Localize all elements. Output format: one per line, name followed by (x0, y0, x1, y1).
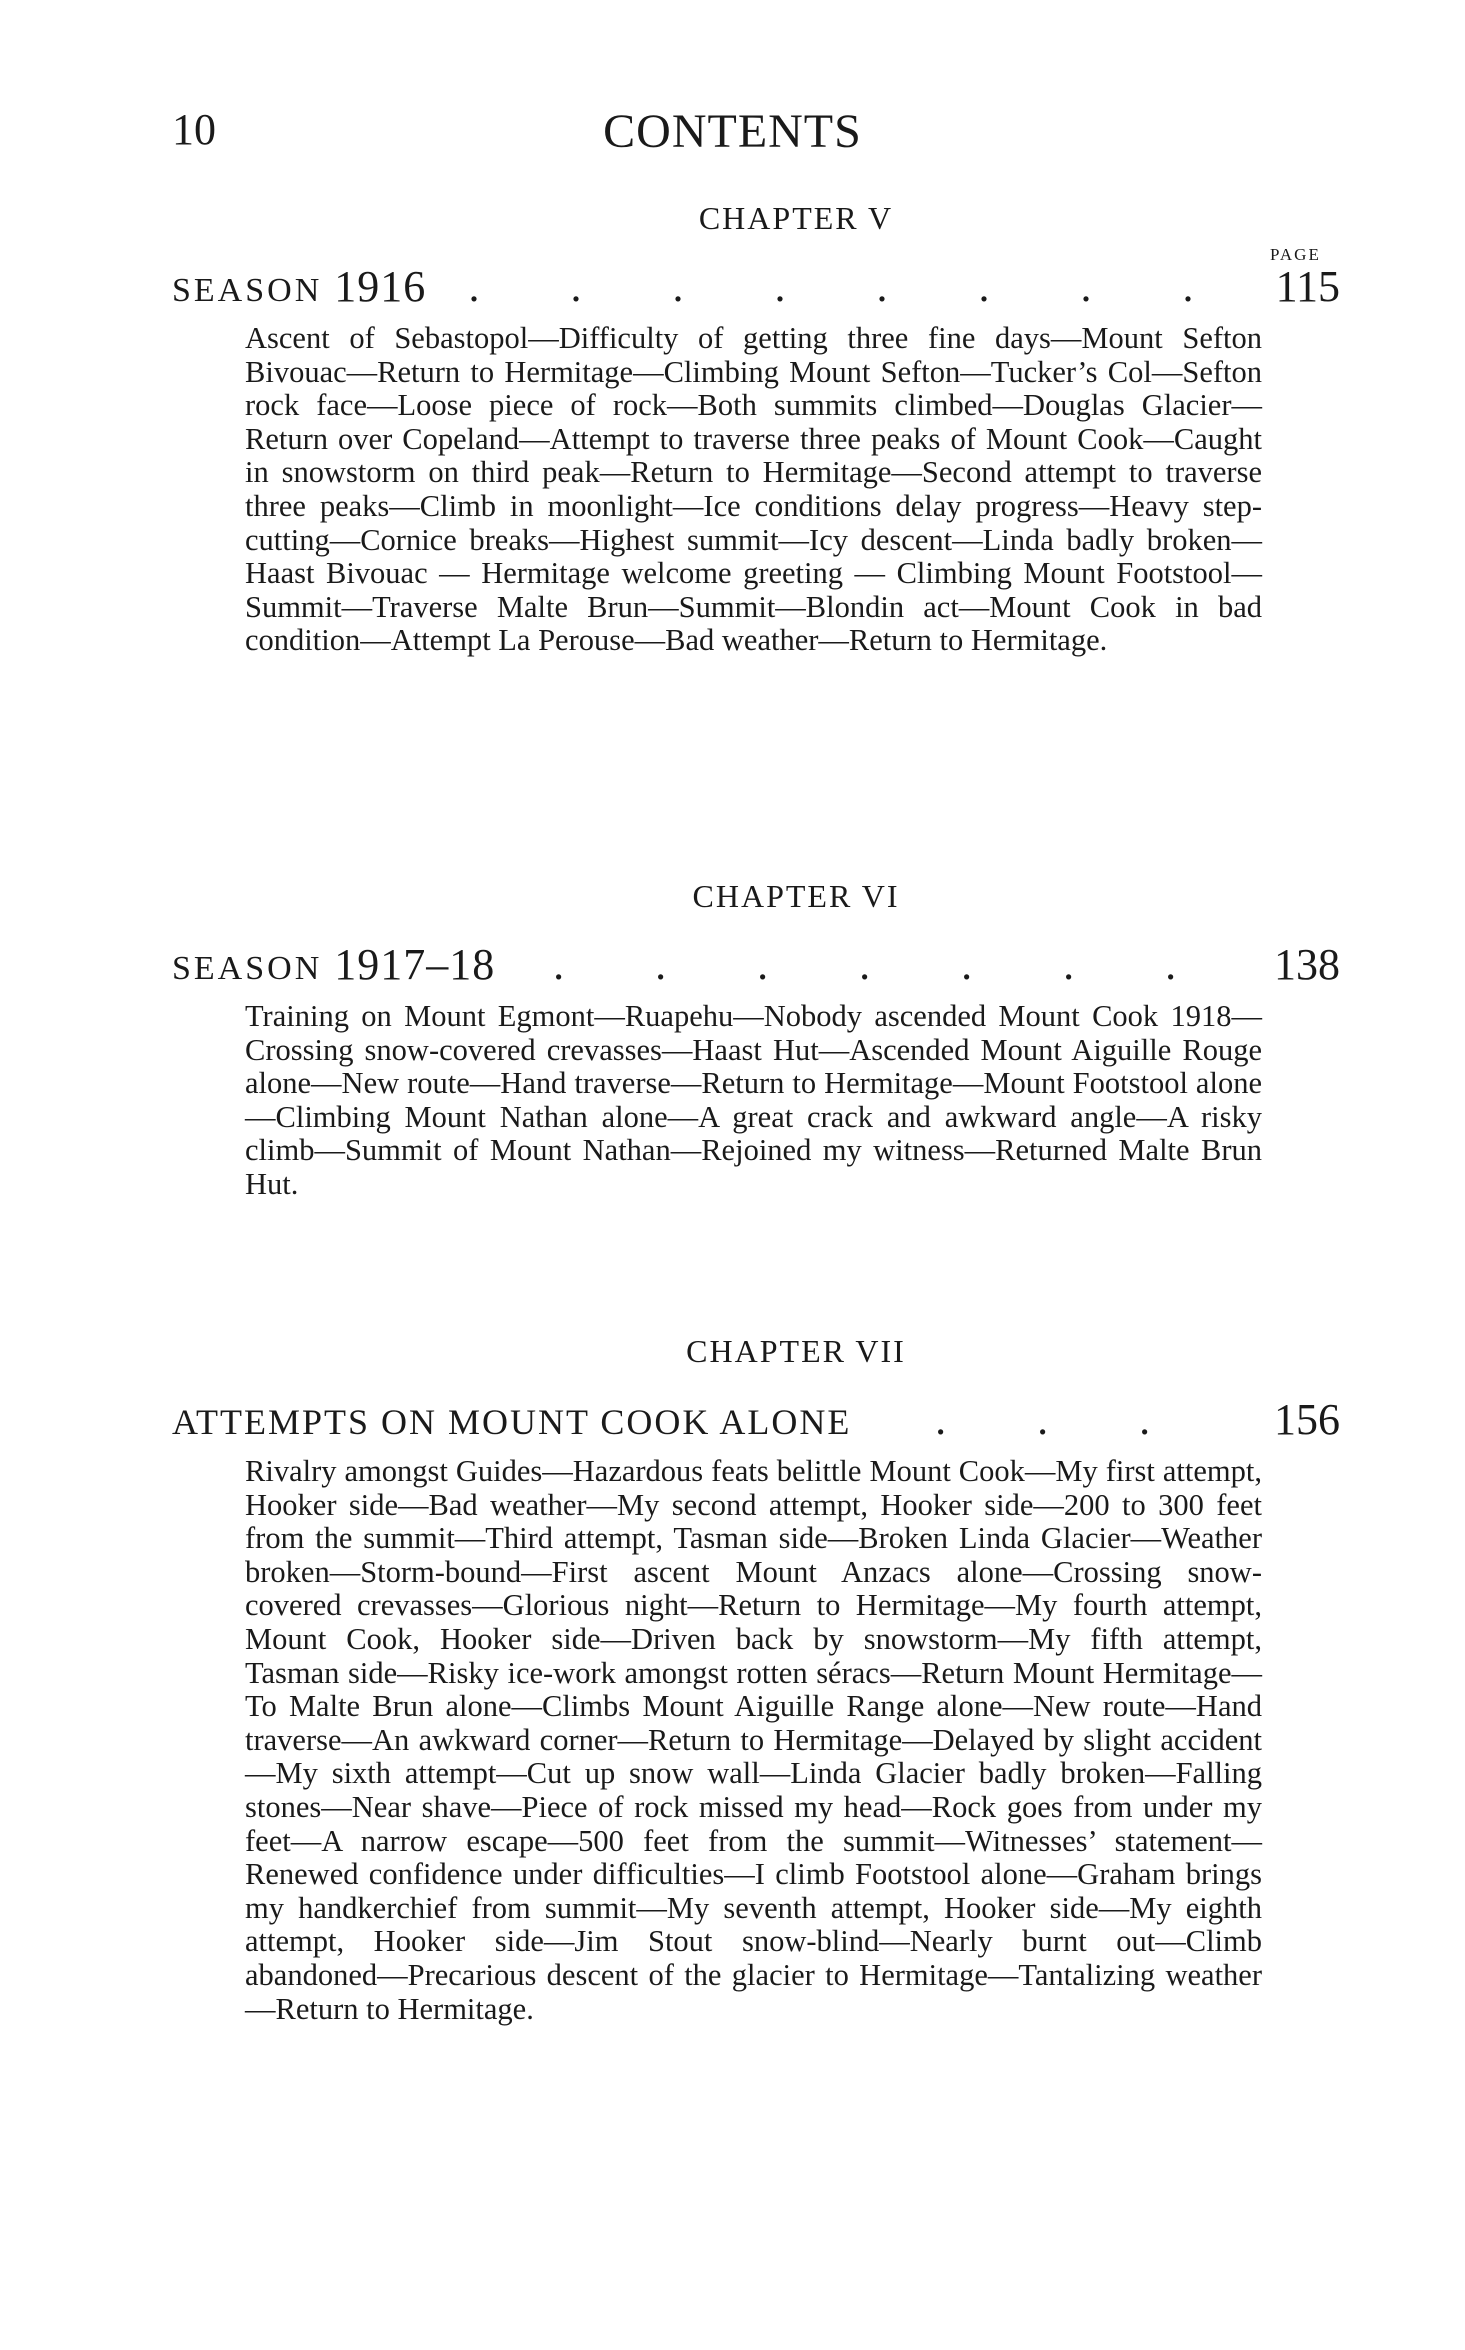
chapter-summary: Training on Mount Egmont—Ruapehu—Nobody ascended Mount Cook 1918—Crossing snow-covered crevasses—Haast Hut—Ascended Mount Aiguille Rouge alone—New route—Hand traverse—Return to Hermitage—Mount Footstool alone—Climbing Mount Nathan alone—A great crack and awkward angle—A risky climb—Summit of Mount Nathan—Rejoined my witness—Returned Malte Brun Hut. (245, 999, 1262, 1201)
chapter-title-row[interactable] (172, 1394, 1340, 1445)
chapter-label: CHAPTER VI (692, 878, 900, 914)
chapter-year: 1917–18 (334, 940, 496, 989)
chapter-title-row[interactable] (172, 261, 1340, 312)
dot-leader: . . . . . . . . (468, 262, 1234, 311)
page-column-label: PAGE (1270, 245, 1321, 264)
dot-leader: . . . (935, 1395, 1191, 1444)
chapter-summary: Ascent of Sebastopol—Difficulty of getting three fine days—Mount Sefton Bivouac—Return to Hermitage—Climbing Mount Sefton—Tucker’s Col—Sefton rock face—Loose piece of rock—Both summits climbed—Douglas Glacier—Return over Copeland—Attempt to traverse three peaks of Mount Cook—Caught in snowstorm on third peak—Return to Hermitage—Second attempt to traverse three peaks—Climb in moonlight—Ice conditions delay progress—Heavy step-cutting—Cornice breaks—Highest summit—Icy descent—Linda badly broken—Haast Bivouac — Hermitage welcome greeting — Climbing Mount Footstool—Summit—Traverse Malte Brun—Summit—Blondin act—Mount Cook in bad condition—Attempt La Perouse—Bad weather—Return to Hermitage. (245, 321, 1262, 658)
chapter-title-row[interactable] (172, 939, 1340, 990)
page-reference: 115 (1275, 262, 1340, 311)
chapter-summary: Rivalry amongst Guides—Hazardous feats belittle Mount Cook—My first attempt, Hooker side—Bad weather—My second attempt, Hooker side—200 to 300 feet from the summit—Third attempt, Tasman side—Broken Linda Glacier—Weather broken—Storm-bound—First ascent Mount Anzacs alone—Crossing snow-covered crevasses—Glorious night—Return to Hermitage—My fourth attempt, Mount Cook, Hooker side—Driven back by snowstorm—My fifth attempt, Tasman side—Risky ice-work amongst rotten séracs—Return Mount Hermitage—To Malte Brun alone—Climbs Mount Aiguille Range alone—New route—Hand traverse—An awkward corner—Return to Hermitage—Delayed by slight accident—My sixth attempt—Cut up snow wall—Linda Glacier badly broken—Falling stones—Near shave—Piece of rock missed my head—Rock goes from under my feet—A narrow escape—500 feet from the summit—Witnesses’ statement—Renewed confidence under difficulties—I climb Footstool alone—Graham brings my handkerchief from summit—My seventh attempt, Hooker side—My eighth attempt, Hooker side—Jim Stout snow-blind—Nearly burnt out—Climb abandoned—Precarious descent of the glacier to Hermitage—Tantalizing weather—Return to Hermitage. (245, 1454, 1262, 2026)
chapter-title: SEASON 1917–18 (172, 940, 496, 989)
chapter-title: ATTEMPTS ON MOUNT COOK ALONE (172, 1402, 852, 1442)
running-title: CONTENTS (603, 105, 862, 158)
page-number: 10 (172, 105, 216, 154)
chapter-title: SEASON 1916 (172, 262, 427, 311)
chapter-label: CHAPTER V (698, 200, 894, 236)
chapter-entry-vi (172, 878, 1340, 1232)
dot-leader: . . . . . . . (553, 940, 1217, 989)
chapter-entry-v (172, 200, 1340, 688)
page-reference: 138 (1274, 940, 1340, 989)
page-reference: 156 (1274, 1395, 1340, 1444)
chapter-entry-vii (172, 1333, 1340, 2057)
chapter-year: 1916 (334, 262, 427, 311)
chapter-label: CHAPTER VII (686, 1333, 906, 1369)
